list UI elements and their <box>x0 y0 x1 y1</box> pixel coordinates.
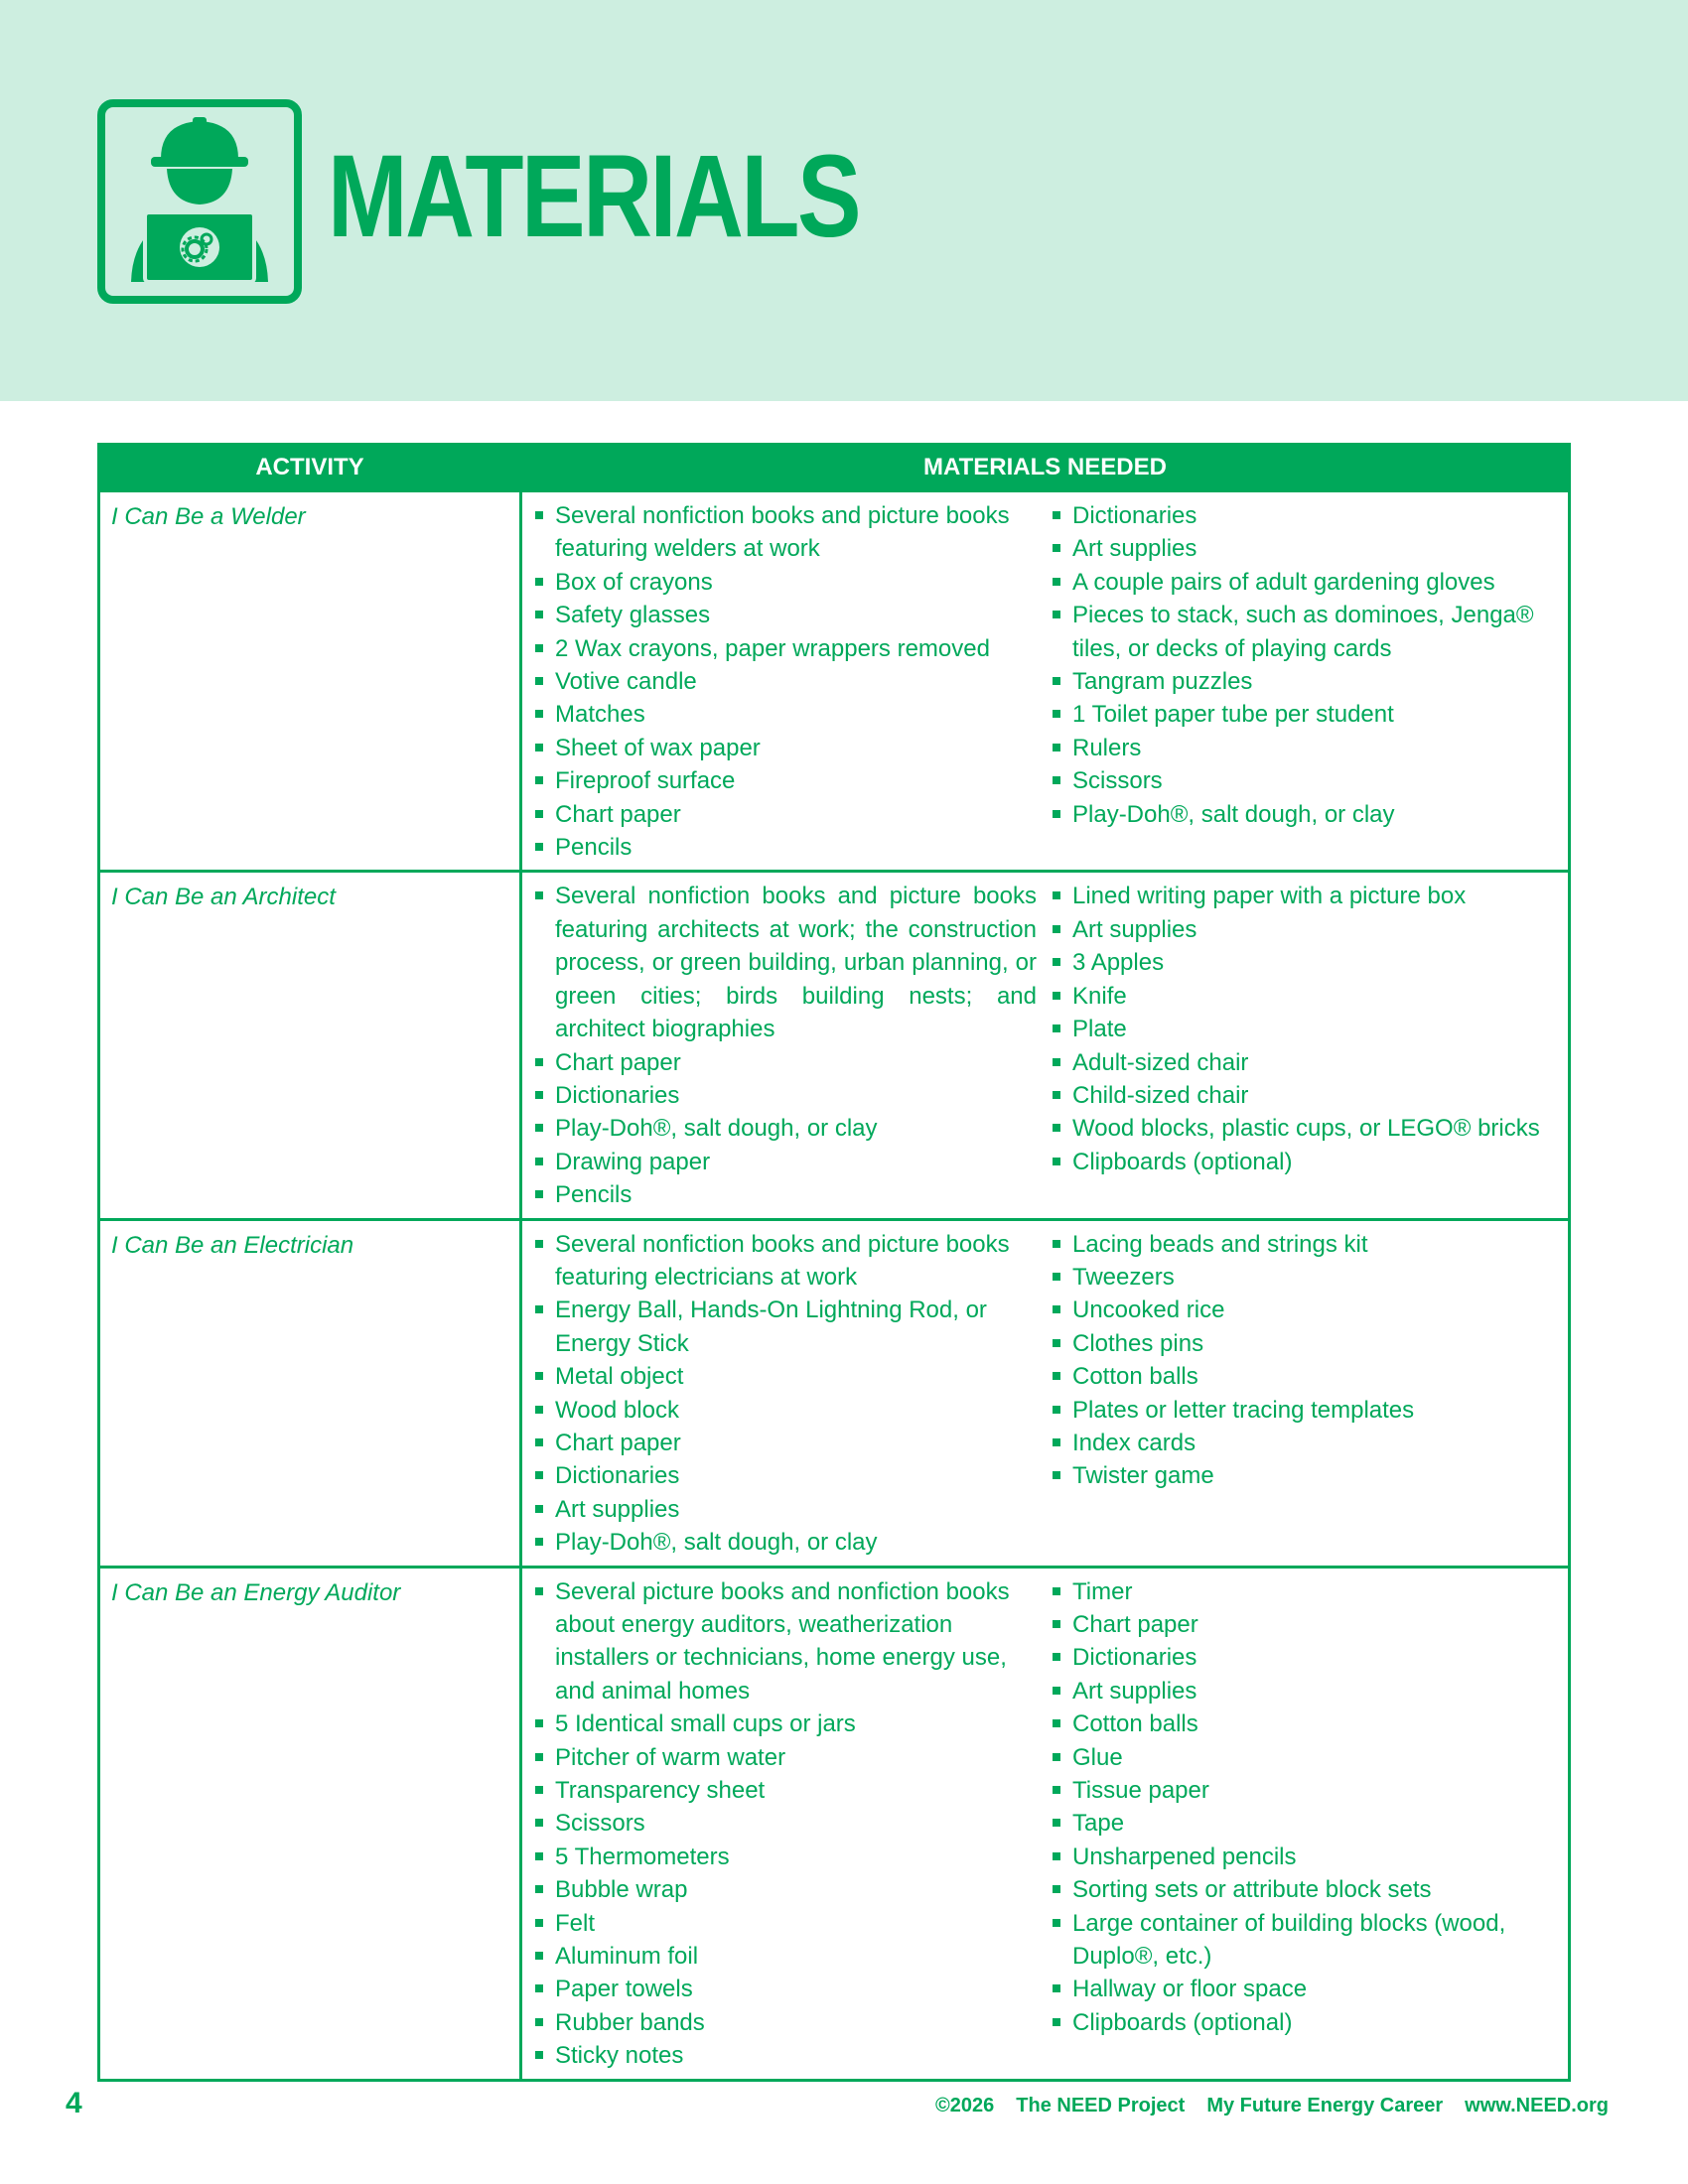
list-item: Paper towels <box>533 1973 1051 2005</box>
list-item: Art supplies <box>1051 532 1567 565</box>
list-item: Sorting sets or attribute block sets <box>1051 1873 1567 1906</box>
table-row <box>99 872 1570 1219</box>
list-item: Bubble wrap <box>533 1873 1051 1906</box>
list-item: Pencils <box>533 1178 1051 1211</box>
list-item: Several nonfiction books and picture books featuring electricians at work <box>533 1228 1051 1295</box>
list-item: Aluminum foil <box>533 1940 1051 1973</box>
materials-list-left <box>533 880 1051 1211</box>
list-item: Play-Doh®, salt dough, or clay <box>533 1112 1051 1145</box>
materials-list-left <box>533 1228 1051 1560</box>
list-item: Adult-sized chair <box>1051 1046 1567 1079</box>
list-item: Scissors <box>1051 764 1567 797</box>
materials-cell <box>521 872 1570 1219</box>
list-item: Uncooked rice <box>1051 1294 1567 1326</box>
list-item: Lacing beads and strings kit <box>1051 1228 1567 1261</box>
footer-website-link[interactable]: www.NEED.org <box>1465 2095 1609 2116</box>
list-item: Votive candle <box>533 665 1051 698</box>
list-item: Tape <box>1051 1807 1567 1840</box>
list-item: Index cards <box>1051 1427 1567 1459</box>
activity-name: I Can Be an Energy Auditor <box>99 1567 521 2080</box>
list-item: Unsharpened pencils <box>1051 1841 1567 1873</box>
list-item: Chart paper <box>533 798 1051 831</box>
list-item: Drawing paper <box>533 1146 1051 1178</box>
list-item: Dictionaries <box>533 1079 1051 1112</box>
materials-list-right <box>1051 499 1567 864</box>
page-number: 4 <box>66 2087 82 2119</box>
list-item: Cotton balls <box>1051 1360 1567 1393</box>
list-item: Wood block <box>533 1394 1051 1427</box>
list-item: Lined writing paper with a picture box <box>1051 880 1567 912</box>
list-item: Play-Doh®, salt dough, or clay <box>533 1526 1051 1559</box>
list-item: 1 Toilet paper tube per student <box>1051 698 1567 731</box>
footer-credits <box>935 2095 1609 2117</box>
list-item: Clothes pins <box>1051 1327 1567 1360</box>
list-item: Energy Ball, Hands-On Lightning Rod, or Energy Stick <box>533 1294 1051 1360</box>
list-item: Plates or letter tracing templates <box>1051 1394 1567 1427</box>
list-item: 3 Apples <box>1051 946 1567 979</box>
materials-table <box>97 443 1571 2082</box>
list-item: Sheet of wax paper <box>533 732 1051 764</box>
list-item: Glue <box>1051 1741 1567 1774</box>
table-row <box>99 491 1570 872</box>
list-item: Pitcher of warm water <box>533 1741 1051 1774</box>
list-item: Large container of building blocks (wood, Duplo®, etc.) <box>1051 1907 1567 1974</box>
list-item: Dictionaries <box>1051 1641 1567 1674</box>
materials-list-right <box>1051 1228 1567 1560</box>
list-item: Child-sized chair <box>1051 1079 1567 1112</box>
footer-copyright: ©2026 <box>935 2095 995 2116</box>
list-item: Box of crayons <box>533 566 1051 599</box>
list-item: Chart paper <box>1051 1608 1567 1641</box>
list-item: Dictionaries <box>1051 499 1567 532</box>
list-item: Sticky notes <box>533 2039 1051 2072</box>
list-item: 5 Thermometers <box>533 1841 1051 1873</box>
list-item: Tweezers <box>1051 1261 1567 1294</box>
list-item: Several nonfiction books and picture books featuring architects at work; the construction process, or green building, urban planning, or green cities; birds building nests; and architect biographies <box>533 880 1051 1045</box>
list-item: Fireproof surface <box>533 764 1051 797</box>
list-item: Plate <box>1051 1013 1567 1045</box>
list-item: Transparency sheet <box>533 1774 1051 1807</box>
list-item: Art supplies <box>533 1493 1051 1526</box>
table-row <box>99 1567 1570 2080</box>
list-item: Several picture books and nonfiction books about energy auditors, weatherization installers or technicians, home energy use, and animal homes <box>533 1575 1051 1708</box>
activity-name: I Can Be a Welder <box>99 491 521 872</box>
activity-name: I Can Be an Architect <box>99 872 521 1219</box>
list-item: Chart paper <box>533 1427 1051 1459</box>
list-item: Rulers <box>1051 732 1567 764</box>
activity-column-header: ACTIVITY <box>99 445 521 491</box>
list-item: Felt <box>533 1907 1051 1940</box>
materials-column-header: MATERIALS NEEDED <box>521 445 1570 491</box>
list-item: Pencils <box>533 831 1051 864</box>
list-item: Knife <box>1051 980 1567 1013</box>
materials-cell <box>521 1219 1570 1567</box>
list-item: Hallway or floor space <box>1051 1973 1567 2005</box>
list-item: Art supplies <box>1051 1675 1567 1707</box>
list-item: Clipboards (optional) <box>1051 1146 1567 1178</box>
materials-list-left <box>533 1575 1051 2073</box>
table-header-row <box>99 445 1570 491</box>
list-item: Twister game <box>1051 1459 1567 1492</box>
table-row <box>99 1219 1570 1567</box>
list-item: Safety glasses <box>533 599 1051 631</box>
materials-list-right <box>1051 880 1567 1211</box>
list-item: Pieces to stack, such as dominoes, Jenga® tiles, or decks of playing cards <box>1051 599 1567 665</box>
list-item: Timer <box>1051 1575 1567 1608</box>
footer-publication: My Future Energy Career <box>1206 2095 1444 2116</box>
list-item: Metal object <box>533 1360 1051 1393</box>
list-item: Tangram puzzles <box>1051 665 1567 698</box>
list-item: Art supplies <box>1051 913 1567 946</box>
list-item: Wood blocks, plastic cups, or LEGO® bricks <box>1051 1112 1567 1145</box>
list-item: Scissors <box>533 1807 1051 1840</box>
materials-cell <box>521 1567 1570 2080</box>
list-item: 5 Identical small cups or jars <box>533 1707 1051 1740</box>
list-item: Tissue paper <box>1051 1774 1567 1807</box>
materials-list-right <box>1051 1575 1567 2073</box>
list-item: Clipboards (optional) <box>1051 2006 1567 2039</box>
list-item: Cotton balls <box>1051 1707 1567 1740</box>
page-title: MATERIALS <box>328 131 860 262</box>
list-item: Chart paper <box>533 1046 1051 1079</box>
materials-cell <box>521 491 1570 872</box>
list-item: Several nonfiction books and picture books featuring welders at work <box>533 499 1051 566</box>
list-item: Play-Doh®, salt dough, or clay <box>1051 798 1567 831</box>
materials-list-left <box>533 499 1051 864</box>
list-item: Matches <box>533 698 1051 731</box>
activity-name: I Can Be an Electrician <box>99 1219 521 1567</box>
worker-at-laptop-icon <box>105 107 294 296</box>
list-item: Rubber bands <box>533 2006 1051 2039</box>
footer-organization: The NEED Project <box>1016 2095 1186 2116</box>
materials-logo <box>97 99 302 304</box>
list-item: Dictionaries <box>533 1459 1051 1492</box>
list-item: A couple pairs of adult gardening gloves <box>1051 566 1567 599</box>
list-item: 2 Wax crayons, paper wrappers removed <box>533 632 1051 665</box>
